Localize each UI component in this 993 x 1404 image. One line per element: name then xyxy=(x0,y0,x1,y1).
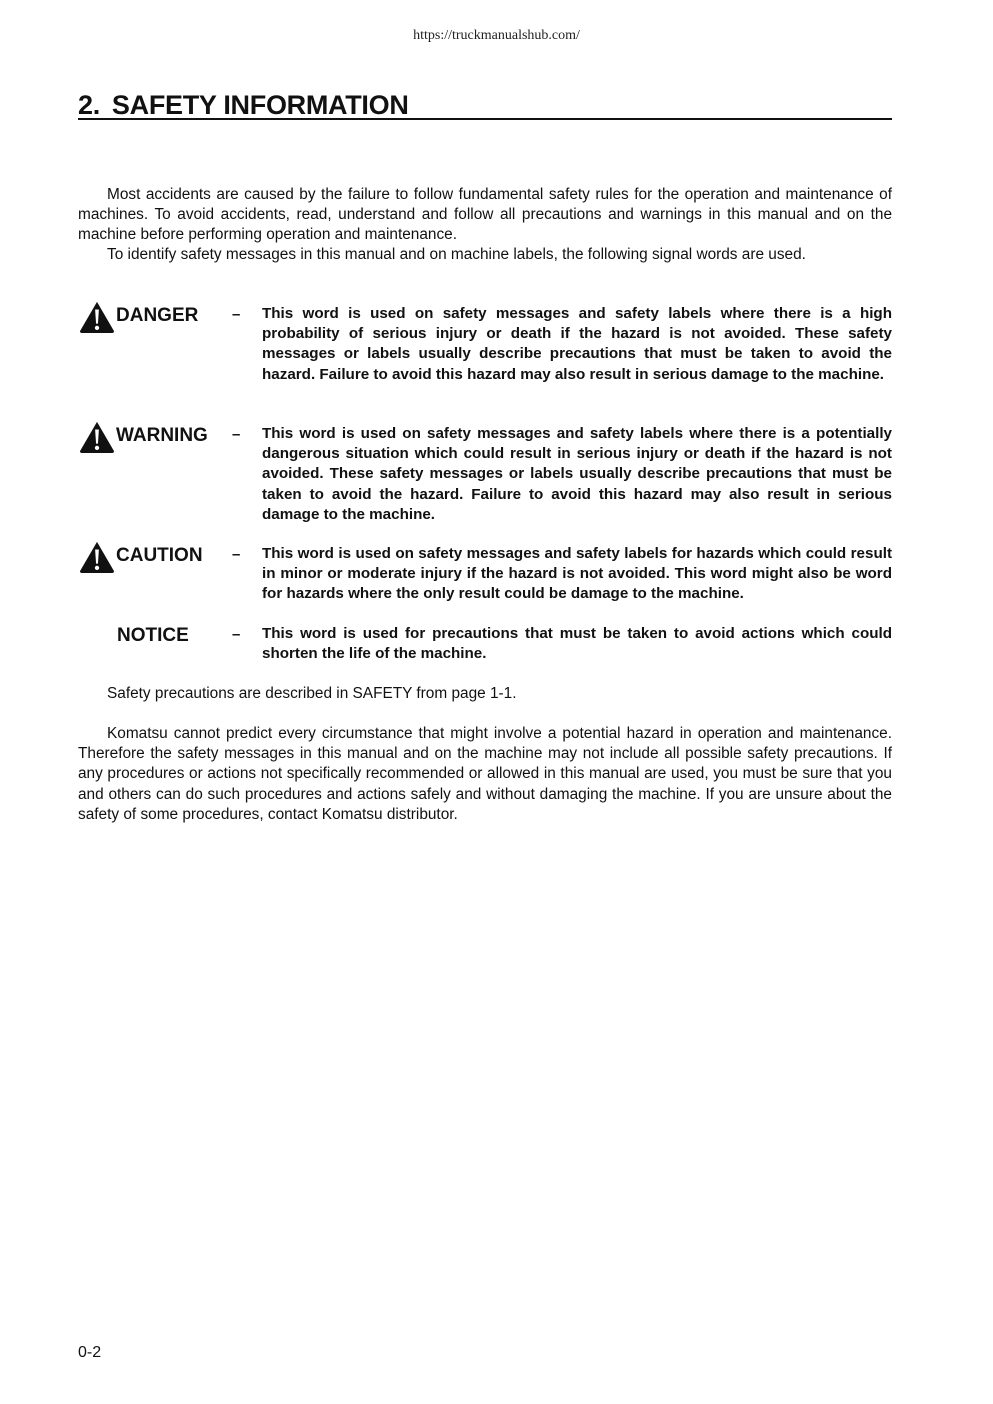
closing-paragraph: Komatsu cannot predict every circumstance that might involve a potential hazard in operation and maintenance. Therefore the safety messages in this manual and on the machine may not include all possible safety precautions. If any procedures or actions not specifically recommended or allowed in this manual are used, you must be sure that you and others can do such procedures and actions safely and without damaging the machine. If you are unsure about the safety of some procedures, contact Komatsu distributor. xyxy=(78,725,892,823)
separator-dash: – xyxy=(232,306,241,323)
separator-dash: – xyxy=(232,546,241,563)
signal-word: WARNING xyxy=(116,425,208,446)
signal-word: DANGER xyxy=(116,305,199,326)
signal-description: This word is used for precautions that must be taken to avoid actions which could shorten the life of the machine. xyxy=(262,625,892,663)
signal-description: This word is used on safety messages and safety labels for hazards which could result in minor or moderate injury if the hazard is not avoided. This word might also be word for hazards where the only result could be damage to the machine. xyxy=(262,545,892,603)
signal-label-notice xyxy=(117,624,189,648)
separator-dash: – xyxy=(232,426,241,443)
safety-reference: Safety precautions are described in SAFETY from page 1-1. xyxy=(107,685,517,702)
section-heading xyxy=(78,90,409,121)
signal-word: NOTICE xyxy=(117,625,189,646)
signal-label-danger xyxy=(78,304,198,328)
intro-paragraph: Most accidents are caused by the failure to follow fundamental safety rules for the operation and maintenance of machines. To avoid accidents, read, understand and follow all precautions and warnings in this manual and on the machine before performing operation and maintenance. xyxy=(78,186,892,244)
separator-dash: – xyxy=(232,626,241,643)
signal-word: CAUTION xyxy=(116,545,203,566)
source-url[interactable]: https://truckmanualshub.com/ xyxy=(413,28,580,43)
warning-triangle-icon xyxy=(78,300,116,334)
section-heading-rule xyxy=(78,86,892,120)
signal-label-warning xyxy=(78,424,208,448)
signal-words-intro: To identify safety messages in this manual and on machine labels, the following signal words are used. xyxy=(107,246,806,263)
signal-description: This word is used on safety messages and safety labels where there is a high probability of serious injury or death if the hazard is not avoided. These safety messages or labels usually describe precautions that must be taken to avoid the hazard. Failure to avoid this hazard may also result in serious damage to the machine. xyxy=(262,305,892,383)
signal-label-caution xyxy=(78,544,203,568)
section-number: 2. xyxy=(78,90,100,120)
warning-triangle-icon xyxy=(78,420,116,454)
section-title: SAFETY INFORMATION xyxy=(111,90,409,120)
page-number: 0-2 xyxy=(78,1344,102,1361)
warning-triangle-icon xyxy=(78,540,116,574)
signal-description: This word is used on safety messages and safety labels where there is a potentially dangerous situation which could result in serious injury or death if the hazard is not avoided. These safety messages or labels usually describe precautions that must be taken to avoid the hazard. Failure to avoid this hazard may also result in serious damage to the machine. xyxy=(262,425,892,523)
